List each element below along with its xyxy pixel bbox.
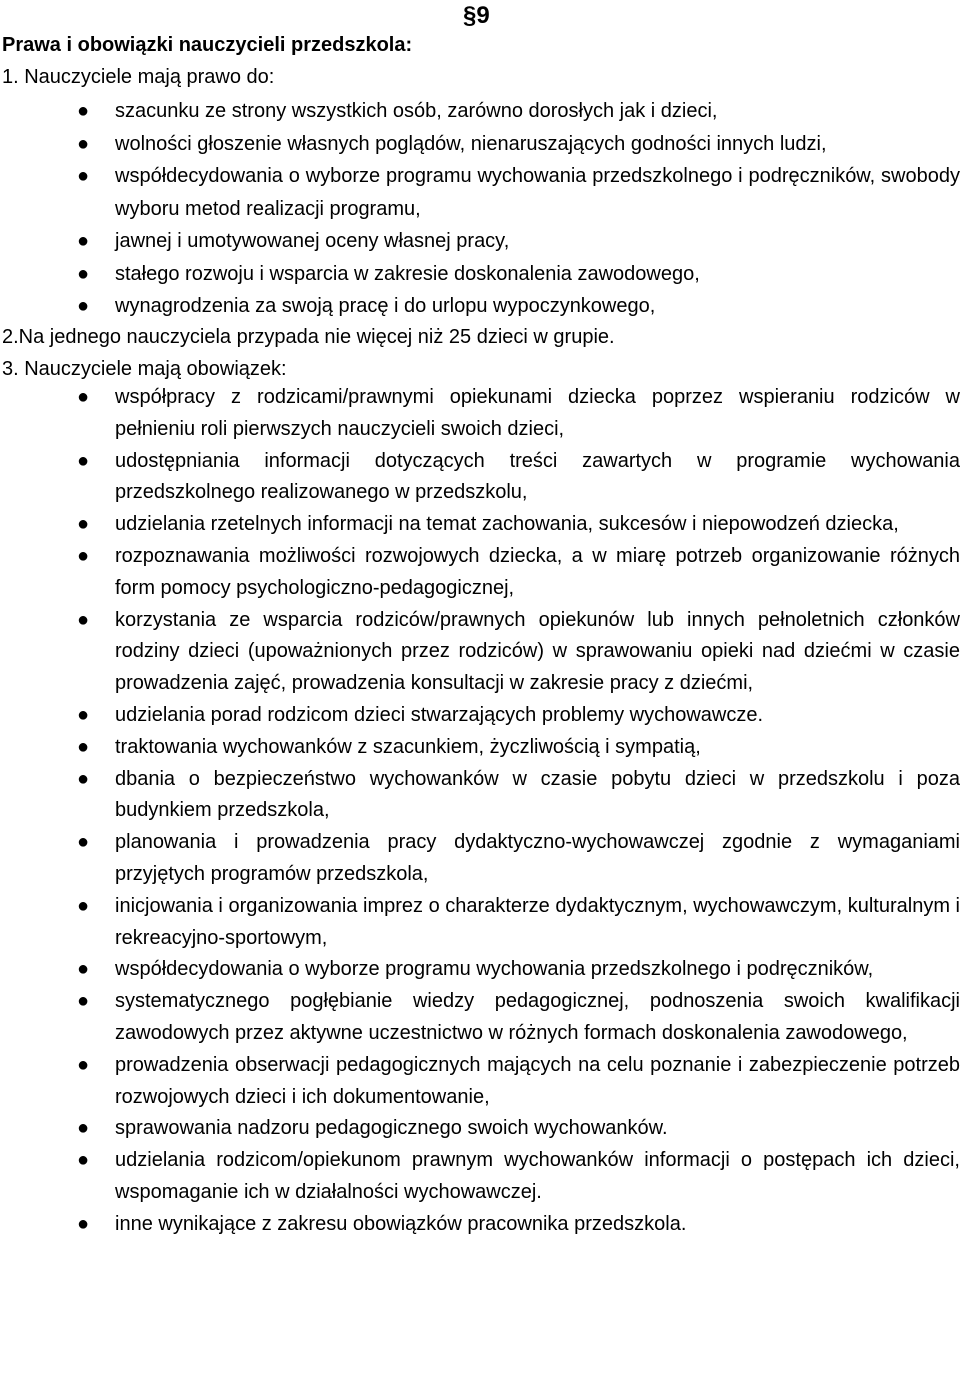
bullet-icon: ● xyxy=(77,100,90,122)
bullet-icon: ● xyxy=(77,958,90,981)
list-item: ● udzielania rodzicom/opiekunom prawnym wychowanków informacji o postępach ich dzieci, wspomaganie ich w działalności wychowawczej. xyxy=(0,1145,960,1209)
list-item: ● systematycznego pogłębianie wiedzy pedagogicznej, podnoszenia swoich kwalifikacji zawodowych przez aktywne uczestnictwo w różnych formach doskonalenia zawodowego, xyxy=(0,986,960,1050)
bullet-icon: ● xyxy=(77,544,90,567)
list-item: ● szacunku ze strony wszystkich osób, zarówno dorosłych jak i dzieci, xyxy=(0,95,960,128)
bullet-icon: ● xyxy=(77,513,90,536)
bullet-icon: ● xyxy=(77,608,90,631)
duties-intro: 3. Nauczyciele mają obowiązek: xyxy=(2,358,287,380)
bullet-icon: ● xyxy=(77,1117,90,1140)
bullet-icon: ● xyxy=(77,767,90,790)
bullet-icon: ● xyxy=(77,165,90,187)
bullet-icon: ● xyxy=(77,262,90,285)
rights-intro: 1. Nauczyciele mają prawo do: xyxy=(2,66,275,88)
bullet-icon: ● xyxy=(77,1053,90,1076)
list-item: ● wolności głoszenie własnych poglądów, nienaruszających godności innych ludzi, xyxy=(0,128,960,161)
list-item: ● prowadzenia obserwacji pedagogicznych mających na celu poznanie i zabezpieczenie potrzeb rozwojowych dzieci i ich dokumentowanie, xyxy=(0,1050,960,1114)
bullet-icon: ● xyxy=(77,449,90,472)
bullet-icon: ● xyxy=(77,230,90,252)
bullet-icon: ● xyxy=(77,132,90,155)
bullet-icon: ● xyxy=(77,1212,90,1235)
list-item: ● wynagrodzenia za swoją pracę i do urlopu wypoczynkowego, xyxy=(0,290,960,323)
list-item: ● sprawowania nadzoru pedagogicznego swoich wychowanków. xyxy=(0,1113,960,1145)
list-item: ● udostępniania informacji dotyczących treści zawartych w programie wychowania przedszkolnego realizowanego w przedszkolu, xyxy=(0,446,960,510)
bullet-icon: ● xyxy=(77,295,90,317)
group-size-rule: 2.Na jednego nauczyciela przypada nie więcej niż 25 dzieci w grupie. xyxy=(2,326,615,348)
list-item: ● rozpoznawania możliwości rozwojowych dziecka, a w miarę potrzeb organizowanie różnych form pomocy psychologiczno-pedagogicznej, xyxy=(0,541,960,605)
bullet-icon: ● xyxy=(77,386,90,408)
list-item: ● stałego rozwoju i wsparcia w zakresie doskonalenia zawodowego, xyxy=(0,258,960,291)
list-item: ● dbania o bezpieczeństwo wychowanków w czasie pobytu dzieci w przedszkolu i poza budynkiem przedszkola, xyxy=(0,764,960,828)
list-item: ● udzielania rzetelnych informacji na temat zachowania, sukcesów i niepowodzeń dziecka, xyxy=(0,509,960,541)
section-number: §9 xyxy=(463,2,490,29)
duties-list xyxy=(0,382,960,1241)
bullet-icon: ● xyxy=(77,990,90,1013)
list-item: ● współpracy z rodzicami/prawnymi opiekunami dziecka poprzez wspieraniu rodziców w pełnieniu roli pierwszych nauczycieli swoich dzieci, xyxy=(0,382,960,446)
list-item: ● planowania i prowadzenia pracy dydaktyczno-wychowawczej zgodnie z wymaganiami przyjętych programów przedszkola, xyxy=(0,827,960,891)
bullet-icon: ● xyxy=(77,703,90,726)
document-heading: Prawa i obowiązki nauczycieli przedszkola: xyxy=(2,34,413,56)
list-item: ● jawnej i umotywowanej oceny własnej pracy, xyxy=(0,225,960,258)
bullet-icon: ● xyxy=(77,894,90,917)
bullet-icon: ● xyxy=(77,1149,90,1172)
bullet-icon: ● xyxy=(77,831,90,854)
list-item: ● korzystania ze wsparcia rodziców/prawnych opiekunów lub innych pełnoletnich członków rodziny dzieci (upoważnionych przez rodziców) w sprawowaniu opieki nad dziećmi w czasie prowadzenia zajęć, prowadzenia konsultacji w zakresie pracy z dziećmi, xyxy=(0,605,960,700)
list-item: ● udzielania porad rodzicom dzieci stwarzających problemy wychowawcze. xyxy=(0,700,960,732)
list-item: ● traktowania wychowanków z szacunkiem, życzliwością i sympatią, xyxy=(0,732,960,764)
list-item: ● inicjowania i organizowania imprez o charakterze dydaktycznym, wychowawczym, kulturalnym i rekreacyjno-sportowym, xyxy=(0,891,960,955)
list-item: ● inne wynikające z zakresu obowiązków pracownika przedszkola. xyxy=(0,1209,960,1241)
rights-list xyxy=(0,95,960,323)
list-item: ● współdecydowania o wyborze programu wychowania przedszkolnego i podręczników, xyxy=(0,954,960,986)
list-item: ● współdecydowania o wyborze programu wychowania przedszkolnego i podręczników, swobody wyboru metod realizacji programu, xyxy=(0,160,960,225)
bullet-icon: ● xyxy=(77,735,90,758)
